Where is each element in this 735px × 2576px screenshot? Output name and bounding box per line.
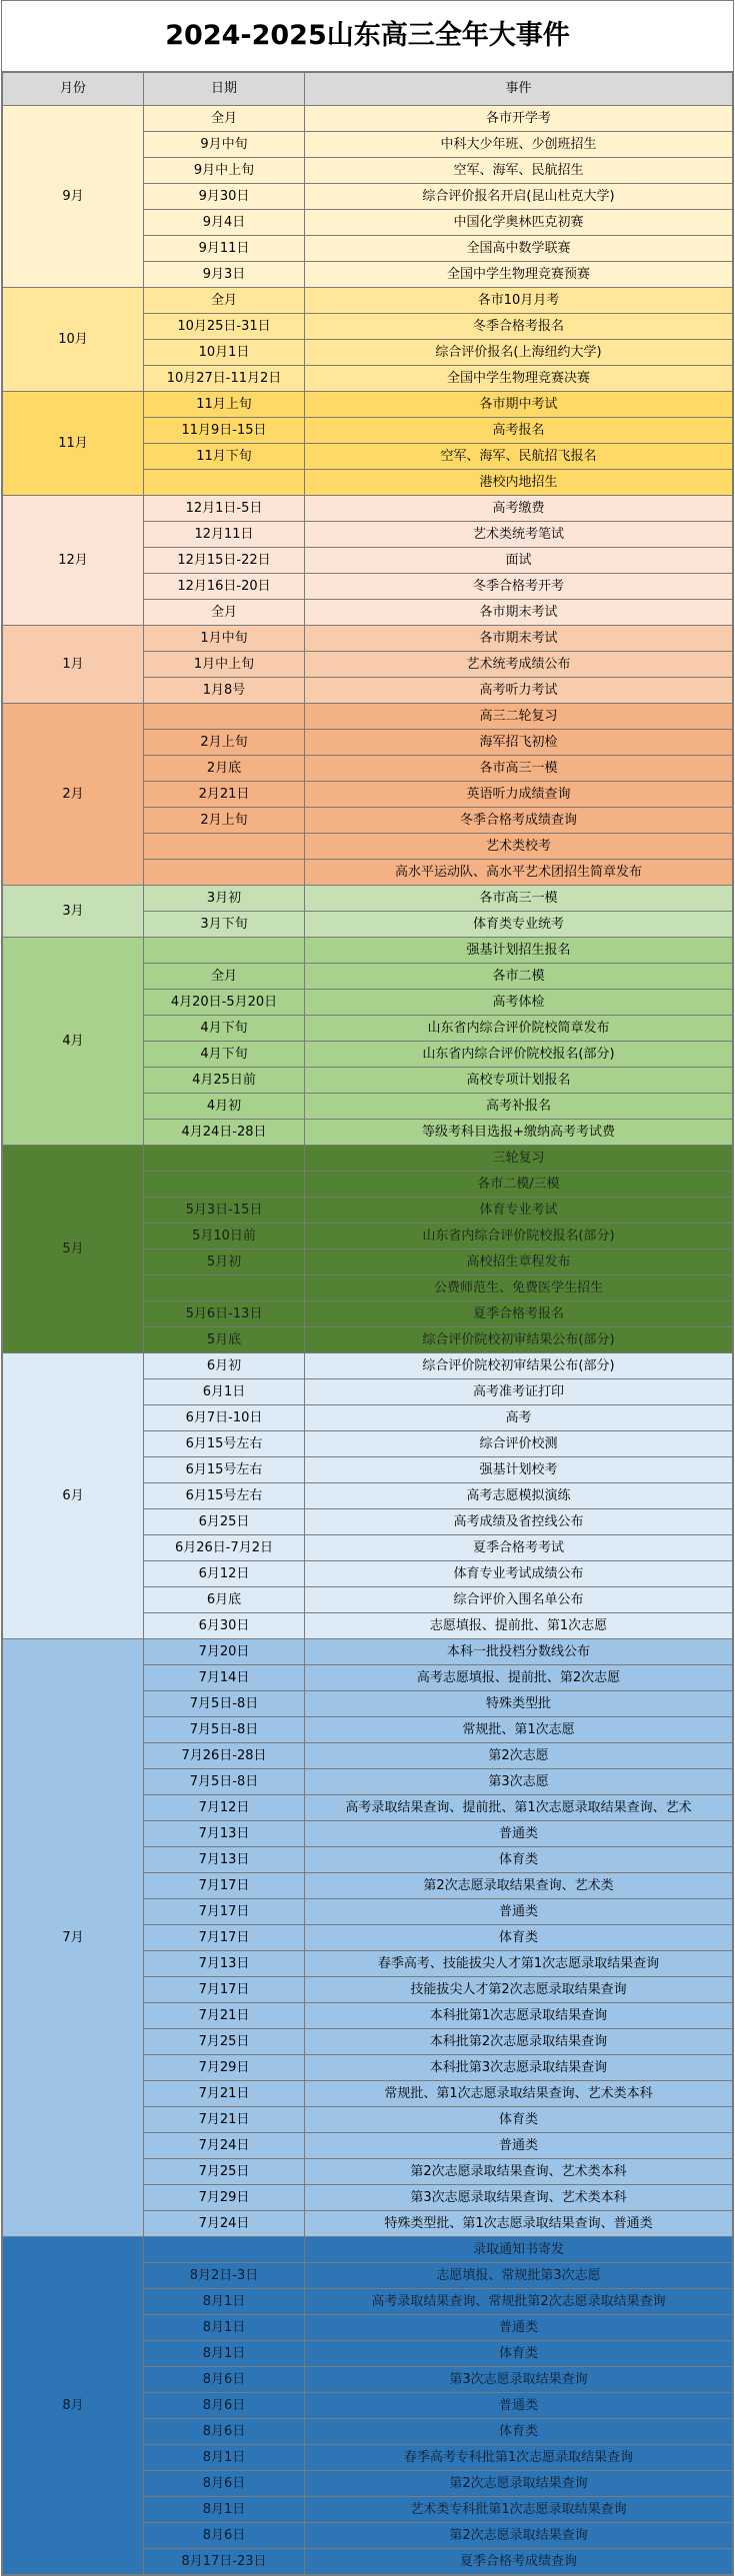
date-cell: 7月21日 — [144, 2081, 305, 2107]
table-body — [3, 106, 733, 2575]
event-cell: 全国中学生物理竞赛决赛 — [305, 366, 733, 392]
event-cell: 志愿填报、提前批、第1次志愿 — [305, 1613, 733, 1639]
date-cell: 10月25日-31日 — [144, 314, 305, 340]
event-cell: 高考体检 — [305, 990, 733, 1016]
month-cell: 12月 — [3, 496, 144, 626]
date-cell: 7月5日-8日 — [144, 1717, 305, 1743]
event-cell: 艺术类校考 — [305, 834, 733, 860]
event-cell: 本科一批投档分数线公布 — [305, 1639, 733, 1665]
event-cell: 综合评价报名开启(昆山杜克大学) — [305, 184, 733, 210]
event-cell: 各市期中考试 — [305, 392, 733, 418]
date-cell — [144, 1276, 305, 1301]
month-cell: 5月 — [3, 1146, 144, 1353]
date-cell — [144, 938, 305, 964]
date-cell: 7月24日 — [144, 2133, 305, 2159]
event-cell: 高考成绩及省控线公布 — [305, 1509, 733, 1535]
event-cell: 第2次志愿录取结果查询、艺术类本科 — [305, 2159, 733, 2185]
event-cell: 各市期末考试 — [305, 600, 733, 626]
date-cell — [144, 2237, 305, 2263]
table-row — [3, 392, 733, 418]
event-cell: 春季高考、技能拔尖人才第1次志愿录取结果查询 — [305, 1951, 733, 1977]
date-cell — [144, 1146, 305, 1172]
table-row — [3, 106, 733, 132]
date-cell — [144, 470, 305, 496]
event-cell: 体育专业考试 — [305, 1198, 733, 1224]
date-cell: 全月 — [144, 964, 305, 990]
table-row — [3, 2237, 733, 2263]
header-row — [3, 73, 733, 106]
event-cell: 第2次志愿 — [305, 1743, 733, 1769]
date-cell: 7月21日 — [144, 2107, 305, 2133]
date-cell: 7月5日-8日 — [144, 1691, 305, 1717]
event-cell: 艺术类统考笔试 — [305, 522, 733, 548]
event-cell: 夏季合格考报名 — [305, 1301, 733, 1327]
event-cell: 综合评价报名(上海纽约大学) — [305, 340, 733, 366]
date-cell: 2月上旬 — [144, 808, 305, 834]
month-cell: 10月 — [3, 288, 144, 392]
date-cell: 11月下旬 — [144, 444, 305, 470]
date-cell: 8月1日 — [144, 2315, 305, 2341]
date-cell — [144, 1172, 305, 1198]
date-cell: 6月15号左右 — [144, 1457, 305, 1483]
event-cell: 高考录取结果查询、常规批第2次志愿录取结果查询 — [305, 2289, 733, 2315]
event-cell: 各市10月月考 — [305, 288, 733, 314]
date-cell: 8月6日 — [144, 2523, 305, 2549]
date-cell: 9月4日 — [144, 210, 305, 236]
date-cell: 7月5日-8日 — [144, 1769, 305, 1795]
date-cell: 6月25日 — [144, 1509, 305, 1535]
event-cell: 各市期末考试 — [305, 626, 733, 652]
table-row — [3, 938, 733, 964]
date-cell: 7月14日 — [144, 1665, 305, 1691]
event-cell: 第2次志愿录取结果查询、艺术类 — [305, 1873, 733, 1899]
date-cell: 4月24日-28日 — [144, 1120, 305, 1146]
header-event: 事件 — [305, 73, 733, 106]
event-cell: 各市二模 — [305, 964, 733, 990]
event-cell: 技能拔尖人才第2次志愿录取结果查询 — [305, 1977, 733, 2003]
event-cell: 本科批第1次志愿录取结果查询 — [305, 2003, 733, 2029]
date-cell: 9月3日 — [144, 262, 305, 288]
event-cell: 高三二轮复习 — [305, 704, 733, 730]
date-cell: 8月6日 — [144, 2367, 305, 2393]
event-cell: 海军招飞初检 — [305, 730, 733, 756]
month-cell: 4月 — [3, 938, 144, 1146]
date-cell: 4月初 — [144, 1094, 305, 1120]
event-cell: 第3次志愿录取结果查询、艺术类本科 — [305, 2185, 733, 2211]
event-cell: 第2次志愿录取结果查询 — [305, 2471, 733, 2497]
date-cell: 12月16日-20日 — [144, 574, 305, 600]
event-cell: 山东省内综合评价院校简章发布 — [305, 1016, 733, 1042]
event-cell: 冬季合格考开考 — [305, 574, 733, 600]
event-cell: 普通类 — [305, 2315, 733, 2341]
date-cell: 6月初 — [144, 1353, 305, 1379]
event-cell: 特殊类型批 — [305, 1691, 733, 1717]
event-cell: 春季高考专科批第1次志愿录取结果查询 — [305, 2445, 733, 2471]
date-cell: 7月24日 — [144, 2211, 305, 2237]
event-cell: 第2次志愿录取结果查询 — [305, 2523, 733, 2549]
month-cell: 2月 — [3, 704, 144, 886]
date-cell: 7月17日 — [144, 1977, 305, 2003]
event-cell: 体育类 — [305, 2419, 733, 2445]
event-cell: 夏季合格考考试 — [305, 1535, 733, 1561]
date-cell: 8月6日 — [144, 2471, 305, 2497]
event-cell: 强基计划招生报名 — [305, 938, 733, 964]
date-cell: 8月1日 — [144, 2445, 305, 2471]
event-cell: 综合评价校测 — [305, 1431, 733, 1457]
month-cell: 7月 — [3, 1639, 144, 2237]
date-cell — [144, 834, 305, 860]
date-cell: 6月底 — [144, 1587, 305, 1613]
date-cell: 4月下旬 — [144, 1016, 305, 1042]
event-cell: 高考报名 — [305, 418, 733, 444]
table-row — [3, 496, 733, 522]
header-date: 日期 — [144, 73, 305, 106]
date-cell: 12月11日 — [144, 522, 305, 548]
event-cell: 港校内地招生 — [305, 470, 733, 496]
table-row — [3, 1353, 733, 1379]
table-row — [3, 704, 733, 730]
event-cell: 面试 — [305, 548, 733, 574]
date-cell: 9月11日 — [144, 236, 305, 262]
date-cell: 6月1日 — [144, 1379, 305, 1405]
date-cell: 7月13日 — [144, 1847, 305, 1873]
date-cell: 8月6日 — [144, 2393, 305, 2419]
event-cell: 体育专业考试成绩公布 — [305, 1561, 733, 1587]
event-cell: 体育类专业统考 — [305, 912, 733, 938]
event-cell: 全国高中数学联赛 — [305, 236, 733, 262]
header-month: 月份 — [3, 73, 144, 106]
date-cell: 7月13日 — [144, 1821, 305, 1847]
date-cell: 7月17日 — [144, 1873, 305, 1899]
date-cell: 2月上旬 — [144, 730, 305, 756]
date-cell: 7月21日 — [144, 2003, 305, 2029]
event-cell: 普通类 — [305, 1821, 733, 1847]
date-cell: 8月1日 — [144, 2289, 305, 2315]
event-cell: 各市开学考 — [305, 106, 733, 132]
event-cell: 艺术统考成绩公布 — [305, 652, 733, 678]
date-cell: 全月 — [144, 288, 305, 314]
date-cell: 7月13日 — [144, 1951, 305, 1977]
event-cell: 各市高三一模 — [305, 756, 733, 782]
date-cell: 3月初 — [144, 886, 305, 912]
event-cell: 英语听力成绩查询 — [305, 782, 733, 808]
event-cell: 体育类 — [305, 2341, 733, 2367]
date-cell: 6月15号左右 — [144, 1483, 305, 1509]
date-cell: 10月1日 — [144, 340, 305, 366]
table-row — [3, 288, 733, 314]
date-cell: 1月中旬 — [144, 626, 305, 652]
month-cell: 11月 — [3, 392, 144, 496]
date-cell: 6月30日 — [144, 1613, 305, 1639]
event-cell: 三轮复习 — [305, 1146, 733, 1172]
date-cell: 1月8号 — [144, 678, 305, 704]
date-cell: 5月6日-13日 — [144, 1301, 305, 1327]
event-cell: 综合评价院校初审结果公布(部分) — [305, 1327, 733, 1353]
event-cell: 高考录取结果查询、提前批、第1次志愿录取结果查询、艺术 — [305, 1795, 733, 1821]
month-cell: 3月 — [3, 886, 144, 938]
event-cell: 录取通知书寄发 — [305, 2237, 733, 2263]
date-cell: 8月17日-23日 — [144, 2549, 305, 2575]
event-cell: 高考志愿模拟演练 — [305, 1483, 733, 1509]
event-cell: 中科大少年班、少创班招生 — [305, 132, 733, 158]
event-cell: 综合评价入围名单公布 — [305, 1587, 733, 1613]
date-cell: 11月9日-15日 — [144, 418, 305, 444]
date-cell — [144, 860, 305, 886]
date-cell: 全月 — [144, 106, 305, 132]
date-cell: 5月初 — [144, 1250, 305, 1276]
event-cell: 高考听力考试 — [305, 678, 733, 704]
date-cell: 7月25日 — [144, 2029, 305, 2055]
date-cell: 1月中上旬 — [144, 652, 305, 678]
date-cell: 5月3日-15日 — [144, 1198, 305, 1224]
date-cell: 3月下旬 — [144, 912, 305, 938]
date-cell: 6月7日-10日 — [144, 1405, 305, 1431]
date-cell: 7月17日 — [144, 1899, 305, 1925]
event-cell: 空军、海军、民航招生 — [305, 158, 733, 184]
event-cell: 第3次志愿 — [305, 1769, 733, 1795]
date-cell: 全月 — [144, 600, 305, 626]
date-cell: 7月25日 — [144, 2159, 305, 2185]
event-cell: 公费师范生、免费医学生招生 — [305, 1276, 733, 1301]
event-cell: 等级考科目选报+缴纳高考考试费 — [305, 1120, 733, 1146]
events-table — [2, 72, 733, 2575]
event-cell: 冬季合格考成绩查询 — [305, 808, 733, 834]
event-cell: 普通类 — [305, 2393, 733, 2419]
event-cell: 常规批、第1次志愿录取结果查询、艺术类本科 — [305, 2081, 733, 2107]
event-cell: 本科批第2次志愿录取结果查询 — [305, 2029, 733, 2055]
event-cell: 高校招生章程发布 — [305, 1250, 733, 1276]
event-cell: 全国中学生物理竞赛预赛 — [305, 262, 733, 288]
date-cell: 9月中旬 — [144, 132, 305, 158]
date-cell: 11月上旬 — [144, 392, 305, 418]
event-cell: 夏季合格考成绩查询 — [305, 2549, 733, 2575]
date-cell: 7月20日 — [144, 1639, 305, 1665]
date-cell: 4月25日前 — [144, 1068, 305, 1094]
event-cell: 高考准考证打印 — [305, 1379, 733, 1405]
event-cell: 艺术类专科批第1次志愿录取结果查询 — [305, 2497, 733, 2523]
date-cell: 6月12日 — [144, 1561, 305, 1587]
event-cell: 第3次志愿录取结果查询 — [305, 2367, 733, 2393]
event-cell: 体育类 — [305, 2107, 733, 2133]
date-cell — [144, 704, 305, 730]
date-cell: 8月1日 — [144, 2497, 305, 2523]
date-cell: 6月26日-7月2日 — [144, 1535, 305, 1561]
table-row — [3, 886, 733, 912]
table-row — [3, 626, 733, 652]
date-cell: 8月6日 — [144, 2419, 305, 2445]
date-cell: 9月中上旬 — [144, 158, 305, 184]
event-cell: 常规批、第1次志愿 — [305, 1717, 733, 1743]
event-cell: 山东省内综合评价院校报名(部分) — [305, 1224, 733, 1250]
event-cell: 本科批第3次志愿录取结果查询 — [305, 2055, 733, 2081]
events-sheet — [1, 0, 734, 2576]
month-cell: 9月 — [3, 106, 144, 288]
date-cell: 7月29日 — [144, 2185, 305, 2211]
date-cell: 10月27日-11月2日 — [144, 366, 305, 392]
date-cell: 4月下旬 — [144, 1042, 305, 1068]
table-row — [3, 1639, 733, 1665]
date-cell: 5月底 — [144, 1327, 305, 1353]
event-cell: 普通类 — [305, 2133, 733, 2159]
date-cell: 8月1日 — [144, 2341, 305, 2367]
date-cell: 8月2日-3日 — [144, 2263, 305, 2289]
event-cell: 高校专项计划报名 — [305, 1068, 733, 1094]
event-cell: 高考补报名 — [305, 1094, 733, 1120]
event-cell: 中国化学奥林匹克初赛 — [305, 210, 733, 236]
event-cell: 特殊类型批、第1次志愿录取结果查询、普通类 — [305, 2211, 733, 2237]
event-cell: 高考志愿填报、提前批、第2次志愿 — [305, 1665, 733, 1691]
sheet-title: 2024-2025山东高三全年大事件 — [2, 1, 733, 72]
date-cell: 5月10日前 — [144, 1224, 305, 1250]
date-cell: 12月15日-22日 — [144, 548, 305, 574]
event-cell: 高水平运动队、高水平艺术团招生简章发布 — [305, 860, 733, 886]
date-cell: 7月12日 — [144, 1795, 305, 1821]
date-cell: 7月29日 — [144, 2055, 305, 2081]
event-cell: 高考 — [305, 1405, 733, 1431]
date-cell: 9月30日 — [144, 184, 305, 210]
event-cell: 综合评价院校初审结果公布(部分) — [305, 1353, 733, 1379]
date-cell: 2月底 — [144, 756, 305, 782]
event-cell: 空军、海军、民航招飞报名 — [305, 444, 733, 470]
event-cell: 体育类 — [305, 1847, 733, 1873]
event-cell: 山东省内综合评价院校报名(部分) — [305, 1042, 733, 1068]
month-cell: 6月 — [3, 1353, 144, 1639]
event-cell: 各市高三一模 — [305, 886, 733, 912]
event-cell: 各市二模/三模 — [305, 1172, 733, 1198]
event-cell: 高考缴费 — [305, 496, 733, 522]
table-row — [3, 1146, 733, 1172]
event-cell: 体育类 — [305, 1925, 733, 1951]
date-cell: 7月26日-28日 — [144, 1743, 305, 1769]
date-cell: 7月17日 — [144, 1925, 305, 1951]
event-cell: 冬季合格考报名 — [305, 314, 733, 340]
event-cell: 普通类 — [305, 1899, 733, 1925]
month-cell: 8月 — [3, 2237, 144, 2575]
event-cell: 强基计划校考 — [305, 1457, 733, 1483]
date-cell: 2月21日 — [144, 782, 305, 808]
date-cell: 4月20日-5月20日 — [144, 990, 305, 1016]
date-cell: 12月1日-5日 — [144, 496, 305, 522]
date-cell: 6月15号左右 — [144, 1431, 305, 1457]
month-cell: 1月 — [3, 626, 144, 704]
event-cell: 志愿填报、常规批第3次志愿 — [305, 2263, 733, 2289]
